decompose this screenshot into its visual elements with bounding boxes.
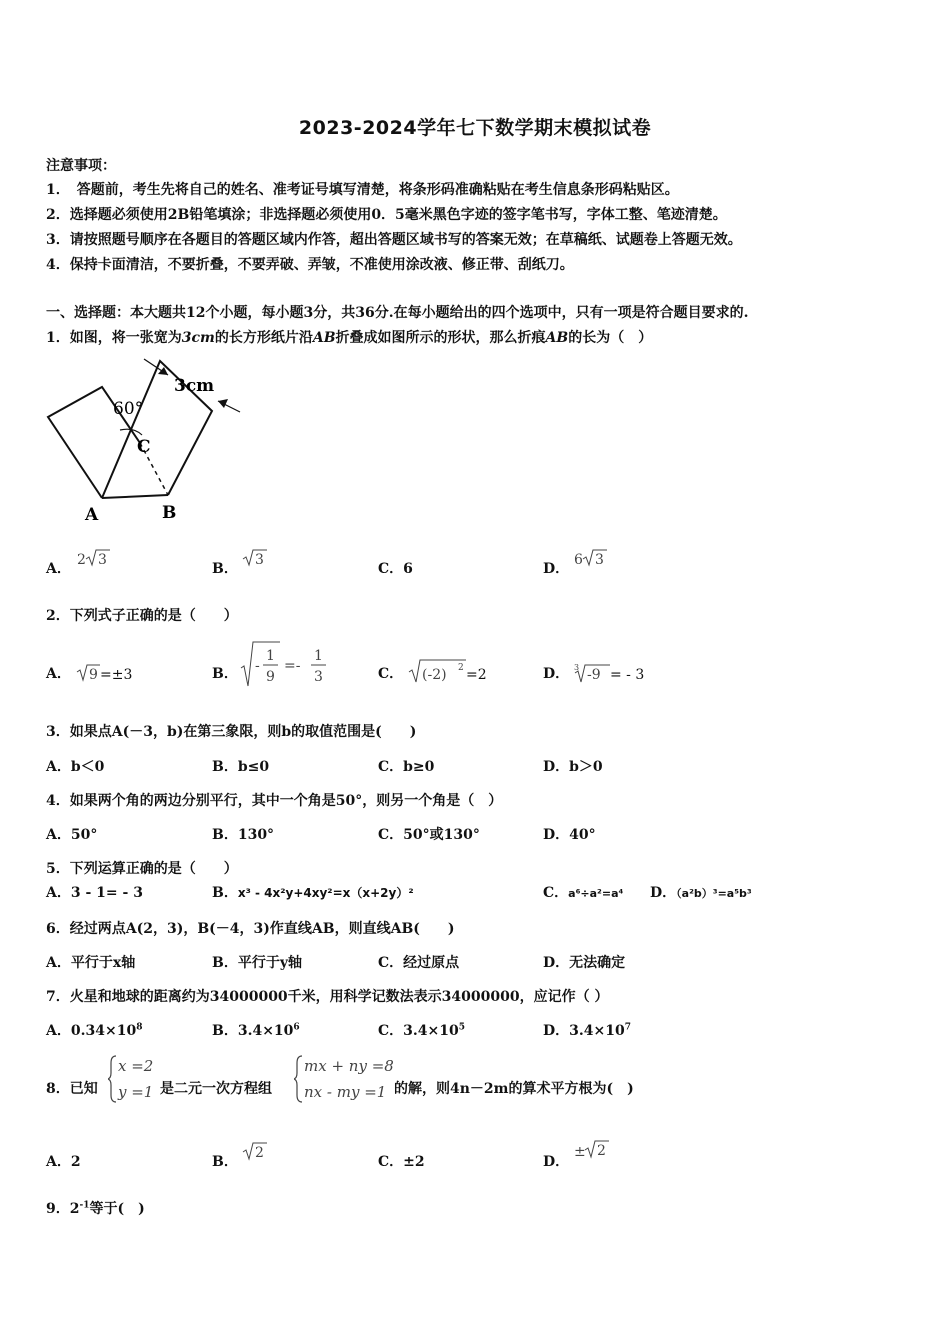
option-text: a⁶÷a²=a⁴ — [568, 887, 624, 900]
option-label: C． — [378, 561, 404, 577]
q1-option-b-math — [242, 546, 272, 570]
radicand: 3 — [98, 552, 107, 568]
q6-option-b[interactable]: B．平行于y轴 — [212, 955, 302, 971]
option-label: B． — [212, 666, 238, 682]
section-heading: 一、选择题：本大题共12个小题，每小题3分，共36分.在每小题给出的四个选项中，只有一项是符合题目要求的. — [46, 305, 749, 321]
option-text: x³ - 4x²y+4xy²=x（x+2y）² — [237, 886, 414, 900]
angle-arc — [120, 429, 142, 435]
q8-option-d-math — [573, 1138, 613, 1162]
q4-option-a[interactable]: A．50° — [46, 827, 98, 843]
q1-width: 3cm — [181, 330, 215, 346]
rhs: =±3 — [100, 667, 133, 683]
point-b-label: B — [162, 503, 177, 523]
q3-option-c[interactable]: C．b≥0 — [378, 759, 435, 775]
question-5-stem: 5．下列运算正确的是（ ） — [46, 861, 238, 877]
q9-base: 9．2 — [46, 1201, 80, 1217]
q1-segment: AB — [312, 330, 336, 346]
q5-option-d[interactable] — [650, 882, 752, 902]
question-8-mid: 是二元一次方程组 — [160, 1081, 272, 1097]
option-label: C． — [543, 885, 569, 901]
notice-item-2: 2．选择题必须使用2B铅笔填涂；非选择题必须使用0．5毫米黑色字迹的签字笔书写，字体工整、笔迹清楚。 — [46, 207, 727, 223]
q8-option-b-math — [242, 1140, 272, 1164]
q1-option-a[interactable] — [46, 558, 71, 578]
q1-option-c[interactable] — [378, 558, 413, 578]
denominator: 9 — [266, 669, 275, 685]
option-label: D． — [543, 1154, 570, 1170]
q2-option-a[interactable] — [46, 663, 71, 683]
radicand: 3 — [255, 552, 264, 568]
q3-option-d[interactable]: D．b＞0 — [543, 759, 603, 775]
q7-option-d[interactable] — [543, 1020, 631, 1040]
option-label: A． — [46, 1023, 71, 1039]
q2-option-a-math — [76, 656, 146, 686]
notice-item-3: 3．请按照题号顺序在各题目的答题区域内作答，超出答题区域书写的答案无效；在草稿纸、试题卷上答题无效。 — [46, 232, 742, 248]
point-a-label: A — [85, 505, 99, 525]
angle-label: 60° — [113, 399, 144, 419]
q1-option-b[interactable] — [212, 558, 238, 578]
rhs: = - 3 — [610, 667, 645, 683]
fold-line-ab — [102, 495, 168, 498]
q1-figure — [40, 355, 260, 530]
q1-segment: AB — [545, 330, 569, 346]
minus: - — [255, 658, 260, 674]
q8-option-a[interactable] — [46, 1151, 81, 1171]
q4-option-b[interactable]: B．130° — [212, 827, 275, 843]
q7-option-b[interactable] — [212, 1020, 300, 1040]
option-label: C． — [378, 666, 404, 682]
question-2-stem: 2．下列式子正确的是（ ） — [46, 608, 238, 624]
option-text: 2 — [70, 1154, 81, 1170]
page-title: 2023-2024学年七下数学期末模拟试卷 — [298, 117, 652, 139]
q6-option-a[interactable]: A．平行于x轴 — [46, 955, 136, 971]
q9-tail: 等于( ) — [89, 1201, 145, 1217]
equals-minus: =- — [284, 658, 301, 674]
q2-option-c-math — [408, 654, 498, 686]
q2-option-b-math — [240, 640, 335, 690]
q1-stem-part: 的长方形纸片沿 — [214, 330, 313, 346]
q8-system-1 — [108, 1053, 160, 1105]
option-label: A． — [46, 666, 71, 682]
q8-option-d[interactable] — [543, 1151, 569, 1171]
q2-option-d[interactable] — [543, 663, 569, 683]
q5-option-c[interactable] — [543, 882, 623, 902]
coef: 2 — [77, 552, 86, 568]
option-label: D． — [543, 561, 570, 577]
prefix: ± — [574, 1144, 586, 1160]
root-index: 3 — [574, 663, 580, 672]
question-9-stem — [46, 1198, 145, 1218]
q7-option-a[interactable] — [46, 1020, 142, 1040]
exponent: 2 — [458, 663, 464, 673]
width-label: 3cm — [174, 376, 215, 396]
option-text: （a²b）³=a⁵b³ — [676, 887, 752, 900]
q1-option-a-math — [76, 546, 112, 570]
q2-option-d-math — [572, 656, 662, 686]
equation-line: y =1 — [118, 1083, 154, 1101]
equation-line: mx + ny =8 — [304, 1057, 394, 1075]
question-1-stem — [46, 327, 652, 347]
q5-option-a[interactable]: A．3 - 1= - 3 — [46, 885, 143, 901]
q8-option-b[interactable] — [212, 1151, 238, 1171]
option-label: D． — [543, 666, 570, 682]
option-label: C． — [378, 1023, 404, 1039]
option-text: 6 — [403, 561, 413, 577]
question-4-stem: 4．如果两个角的两边分别平行，其中一个角是50°，则另一个角是（ ） — [46, 793, 503, 809]
q5-option-b[interactable] — [212, 882, 414, 902]
option-base: 3.4×10 — [569, 1023, 625, 1039]
arrowhead-right-icon — [218, 399, 228, 408]
notice-item-1: 1． 答题前，考生先将自己的姓名、准考证号填写清楚，将条形码准确粘贴在考生信息条形码粘贴区。 — [46, 182, 679, 198]
option-label: C． — [378, 1154, 404, 1170]
option-base: 3.4×10 — [403, 1023, 459, 1039]
numerator: 1 — [266, 648, 275, 664]
radicand: 2 — [255, 1145, 264, 1161]
question-8-pre: 8．已知 — [46, 1081, 98, 1097]
q3-option-a[interactable]: A．b＜0 — [46, 759, 105, 775]
option-label: B． — [212, 1023, 238, 1039]
q3-option-b[interactable]: B．b≤0 — [212, 759, 270, 775]
q1-stem-part: 折叠成如图所示的形状，那么折痕 — [335, 330, 546, 346]
q1-option-d[interactable] — [543, 558, 569, 578]
option-exponent: 7 — [624, 1022, 631, 1033]
option-exponent: 6 — [293, 1022, 300, 1033]
point-c-label: C — [137, 437, 151, 457]
option-exponent: 8 — [136, 1022, 143, 1033]
notice-item-4: 4．保持卡面清洁，不要折叠，不要弄破、弄皱，不准使用涂改液、修正带、刮纸刀。 — [46, 257, 574, 273]
numerator: 1 — [314, 648, 323, 664]
notice-heading: 注意事项： — [46, 158, 116, 174]
radicand: 9 — [89, 667, 98, 683]
radicand: 2 — [597, 1143, 606, 1159]
option-base: 0.34×10 — [70, 1023, 137, 1039]
question-6-stem: 6．经过两点A(2，3)，B(－4，3)作直线AB，则直线AB( ) — [46, 921, 455, 937]
question-3-stem: 3．如果点A(－3，b)在第三象限，则b的取值范围是( ) — [46, 724, 417, 740]
option-label: B． — [212, 1154, 238, 1170]
option-text: ±2 — [403, 1154, 425, 1170]
q8-system-2 — [294, 1053, 394, 1105]
question-7-stem: 7．火星和地球的距离约为34000000千米，用科学记数法表示34000000，应记作（ ） — [46, 989, 609, 1005]
radicand: -9 — [587, 667, 601, 683]
rhs: =2 — [466, 667, 487, 683]
q6-option-c[interactable]: C．经过原点 — [378, 955, 460, 971]
radicand: 3 — [595, 552, 604, 568]
q4-option-c[interactable]: C．50°或130° — [378, 827, 480, 843]
q8-option-c[interactable] — [378, 1151, 425, 1171]
option-label: D． — [543, 1023, 570, 1039]
denominator: 3 — [314, 669, 323, 685]
option-label: A． — [46, 561, 71, 577]
q2-option-c[interactable] — [378, 663, 403, 683]
q1-stem-part: 的长为（ ） — [568, 330, 653, 346]
option-label: B． — [212, 561, 238, 577]
q1-option-d-math — [573, 546, 613, 570]
option-exponent: 5 — [458, 1022, 465, 1033]
equation-line: x =2 — [118, 1057, 154, 1075]
q4-option-d[interactable]: D．40° — [543, 827, 596, 843]
question-8-post: 的解，则4n－2m的算术平方根为( ) — [394, 1081, 634, 1097]
radicand: (-2) — [422, 667, 447, 683]
q9-exponent: -1 — [79, 1200, 90, 1211]
q7-option-c[interactable] — [378, 1020, 465, 1040]
coef: 6 — [574, 552, 583, 568]
q2-option-b[interactable] — [212, 663, 238, 683]
option-label: A． — [46, 1154, 71, 1170]
equation-line: nx - my =1 — [304, 1083, 387, 1101]
option-base: 3.4×10 — [237, 1023, 294, 1039]
option-label: D． — [650, 885, 677, 901]
q1-stem-part: 1．如图，将一张宽为 — [46, 330, 182, 346]
q6-option-d[interactable]: D．无法确定 — [543, 955, 626, 971]
option-label: B． — [212, 885, 238, 901]
